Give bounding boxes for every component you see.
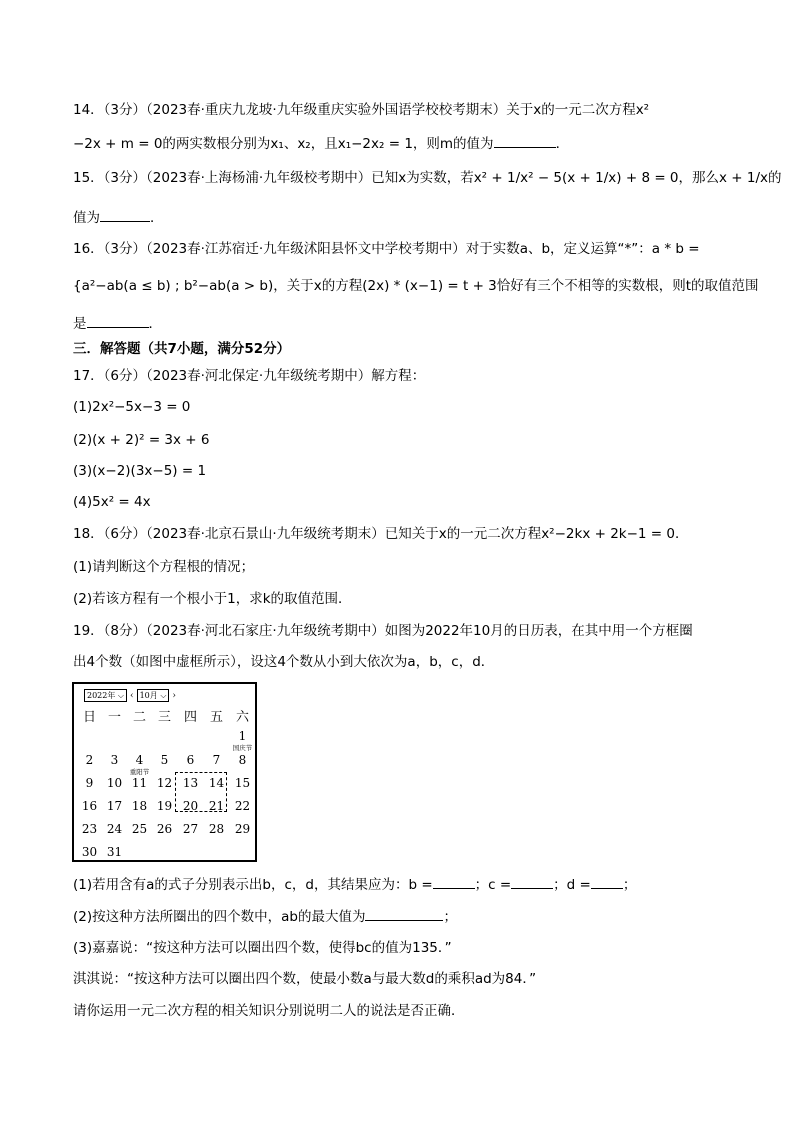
calendar-day: 25 <box>131 822 148 836</box>
calendar-header <box>84 689 176 702</box>
q14-end: ． <box>555 136 570 152</box>
weekday-header: 四 <box>183 710 197 725</box>
q14-line-2 <box>73 133 569 154</box>
calendar-day: 11 <box>131 776 148 790</box>
calendar-day: 29 <box>234 822 251 836</box>
calendar-day: 7 <box>212 753 221 767</box>
calendar-day: 26 <box>156 822 173 836</box>
calendar-day: 12 <box>156 776 173 790</box>
q19-p1-c: ；c = <box>474 877 512 893</box>
calendar-day: 17 <box>106 799 123 813</box>
calendar-day: 31 <box>106 845 123 859</box>
q19-part-4: 淇淇说：“按这种方法可以圈出四个数，使最小数a与最大数d的乘积ad为84．” <box>73 971 537 987</box>
q19-p1-text: (1)若用含有a的式子分别表示出b，c，d，其结果应为：b = <box>73 877 433 893</box>
calendar-day: 9 <box>85 776 94 790</box>
calendar-day: 27 <box>182 822 199 836</box>
calendar-day: 6 <box>186 753 195 767</box>
weekday-header: 一 <box>107 710 121 725</box>
q19-line-1: 19．（8分）（2023春·河北石家庄·九年级统考期中）如图为2022年10月的日历表，在其中用一个方框圈 <box>73 623 693 639</box>
calendar-day: 4 <box>135 753 144 767</box>
q14-text: −2x + m = 0的两实数根分别为x₁、x₂，且x₁−2x₂ = 1，则m的值为 <box>73 136 494 152</box>
q19-part-3: (3)嘉嘉说：“按这种方法可以圈出四个数，使得bc的值为135．” <box>73 940 452 956</box>
q17-item-1: (1)2x²−5x−3 = 0 <box>73 399 191 415</box>
q17-item-2: (2)(x + 2)² = 3x + 6 <box>73 432 210 448</box>
q19-line-2: 出4个数（如图中虚框所示），设这4个数从小到大依次为a，b，c，d． <box>73 654 495 670</box>
q17-item-3: (3)(x−2)(3x−5) = 1 <box>73 463 207 479</box>
q18-head: 18．（6分）（2023春·北京石景山·九年级统考期末）已知关于x的一元二次方程x²−2kx + 2k−1 = 0． <box>73 526 689 542</box>
q17-item-4: (4)5x² = 4x <box>73 494 151 510</box>
q18-item-1: (1)请判断这个方程根的情况； <box>73 559 255 575</box>
q14-answer-blank[interactable] <box>494 133 556 148</box>
calendar-day: 22 <box>234 799 251 813</box>
calendar-day: 16 <box>81 799 98 813</box>
calendar-day: 23 <box>81 822 98 836</box>
chevron-down-icon: ⌵ <box>117 691 124 700</box>
month-select[interactable] <box>137 689 170 702</box>
weekday-header: 五 <box>209 710 223 725</box>
calendar-day: 18 <box>131 799 148 813</box>
q14-line-1: 14．（3分）（2023春·重庆九龙坡·九年级重庆实验外国语学校校考期末）关于x的一元二次方程x² <box>73 102 650 118</box>
q19-part-5: 请你运用一元二次方程的相关知识分别说明二人的说法是否正确． <box>73 1003 465 1019</box>
calendar-day: 8 <box>238 753 247 767</box>
chevron-down-icon: ⌵ <box>160 691 167 700</box>
c-answer-blank[interactable] <box>511 874 553 889</box>
q15-answer-blank[interactable] <box>100 207 150 222</box>
calendar-day: 19 <box>156 799 173 813</box>
q16-line-2: {a²−ab(a ≤ b) ; b²−ab(a > b)，关于x的方程(2x) * (x−1) = t + 3恰好有三个不相等的实数根，则t的取值范围 <box>73 278 759 294</box>
q19-part-2 <box>73 906 457 927</box>
q19-p1-d: ；d = <box>553 877 591 893</box>
q15-end: ． <box>150 210 164 226</box>
ab-max-answer-blank[interactable] <box>365 906 443 921</box>
calendar-day: 15 <box>234 776 251 790</box>
section-heading: 三．解答题（共7小题，满分52分） <box>73 341 291 357</box>
q15-line-1: 15．（3分）（2023春·上海杨浦·九年级校考期中）已知x为实数，若x² + 1/x² − 5(x + 1/x) + 8 = 0，那么x + 1/x的 <box>73 170 782 186</box>
calendar-day: 3 <box>110 753 119 767</box>
holiday-label: 重阳节 <box>129 768 150 776</box>
month-value: 10月 <box>139 691 158 700</box>
calendar-day: 1 <box>238 729 247 743</box>
weekday-header: 二 <box>132 710 146 725</box>
calendar-day: 5 <box>160 753 169 767</box>
calendar-day: 24 <box>106 822 123 836</box>
calendar-day: 21 <box>208 799 225 813</box>
q15-text: 值为 <box>73 210 100 226</box>
calendar-day: 14 <box>208 776 225 790</box>
q16-end: ． <box>148 316 162 332</box>
weekday-header: 六 <box>235 710 249 725</box>
q16-answer-blank[interactable] <box>87 313 149 328</box>
calendar-day: 20 <box>182 799 199 813</box>
year-select[interactable] <box>84 689 127 702</box>
next-month-icon[interactable]: › <box>172 690 177 701</box>
weekday-header: 三 <box>157 710 171 725</box>
d-answer-blank[interactable] <box>591 874 623 889</box>
q16-line-3 <box>73 313 162 334</box>
weekday-header: 日 <box>82 710 96 725</box>
q19-p2-end: ； <box>443 909 457 925</box>
q19-p1-end: ； <box>622 877 637 893</box>
calendar-day: 13 <box>182 776 199 790</box>
b-answer-blank[interactable] <box>433 874 475 889</box>
dashed-selection-box <box>175 772 227 812</box>
calendar-figure <box>72 682 257 862</box>
calendar-day: 10 <box>106 776 123 790</box>
calendar-day: 28 <box>208 822 225 836</box>
calendar-day: 30 <box>81 845 98 859</box>
q17-head: 17．（6分）（2023春·河北保定·九年级统考期中）解方程： <box>73 368 426 384</box>
prev-month-icon[interactable]: ‹ <box>129 690 134 701</box>
q18-item-2: (2)若该方程有一个根小于1，求k的取值范围． <box>73 591 352 607</box>
holiday-label: 国庆节 <box>232 744 253 752</box>
q16-line-1: 16．（3分）（2023春·江苏宿迁·九年级沭阳县怀文中学校考期中）对于实数a、b，定义运算“*”：a * b = <box>73 241 700 257</box>
q19-p2-text: (2)按这种方法所圈出的四个数中，ab的最大值为 <box>73 909 366 925</box>
calendar-day: 2 <box>85 753 94 767</box>
q16-text: 是 <box>73 316 87 332</box>
q15-line-2 <box>73 207 164 228</box>
q19-part-1 <box>73 874 636 895</box>
year-value: 2022年 <box>87 691 116 700</box>
